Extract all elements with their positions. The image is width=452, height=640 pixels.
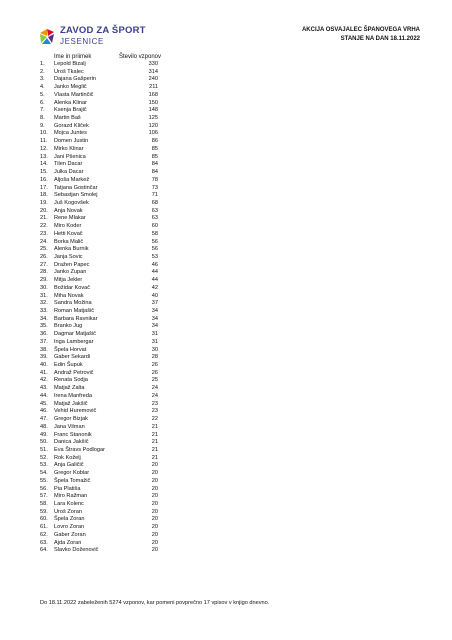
row-name: Domen Justin xyxy=(54,138,89,145)
row-name: Aljoša Markež xyxy=(54,176,90,183)
row-name: Gorazd Kliček xyxy=(54,122,89,129)
list-item xyxy=(40,69,160,77)
row-name: Dagmar Matjašič xyxy=(54,331,96,338)
row-rank: 58. xyxy=(40,500,48,507)
row-rank: 40. xyxy=(40,362,48,369)
list-item xyxy=(40,269,160,277)
row-name: Božidar Kovač xyxy=(54,284,91,291)
row-count: 26 xyxy=(151,362,158,369)
row-count: 23 xyxy=(151,400,158,407)
row-count: 42 xyxy=(151,284,158,291)
row-count: 211 xyxy=(149,84,158,91)
row-rank: 39. xyxy=(40,354,48,361)
row-rank: 50. xyxy=(40,439,48,446)
row-name: Ksenja Brajič xyxy=(54,107,87,114)
row-rank: 26. xyxy=(40,253,48,260)
row-count: 125 xyxy=(148,115,158,122)
row-rank: 33. xyxy=(40,308,48,314)
list-item xyxy=(40,424,160,432)
row-rank: 32. xyxy=(40,300,48,307)
row-count: 85 xyxy=(151,145,158,152)
row-count: 21 xyxy=(151,454,158,461)
row-name: Špela Horvat xyxy=(54,346,87,353)
row-rank: 36. xyxy=(40,331,48,338)
list-item xyxy=(40,146,160,154)
row-count: 53 xyxy=(151,253,158,260)
list-item xyxy=(40,455,160,463)
logo-subtitle: JESENICE xyxy=(60,37,104,46)
row-rank: 54. xyxy=(40,470,48,477)
row-name: Miro Koder xyxy=(54,223,82,230)
row-count: 22 xyxy=(151,416,158,423)
row-count: 25 xyxy=(151,377,158,384)
row-name: Uroš Zoran xyxy=(54,508,82,515)
list-item xyxy=(40,370,160,378)
row-count: 20 xyxy=(151,547,158,554)
row-rank: 43. xyxy=(40,385,48,392)
row-rank: 10. xyxy=(40,130,48,137)
row-rank: 9. xyxy=(40,122,45,129)
row-name: Vlasta Martinčič xyxy=(54,91,94,98)
row-rank: 41. xyxy=(40,369,48,376)
list-item xyxy=(40,115,160,123)
row-name: Matjaž Jakšič xyxy=(54,400,88,407)
row-name: Borka Malič xyxy=(54,238,84,245)
row-count: 20 xyxy=(151,485,158,492)
list-item xyxy=(40,354,160,362)
row-count: 31 xyxy=(151,338,158,345)
row-name: Miha Novak xyxy=(54,292,84,299)
row-rank: 37. xyxy=(40,338,48,345)
row-name: Hetti Kovač xyxy=(54,230,83,237)
row-rank: 52. xyxy=(40,454,48,461)
list-item xyxy=(40,401,160,409)
row-count: 20 xyxy=(151,508,158,515)
row-name: Roman Matjašič xyxy=(54,308,95,314)
row-name: Lovro Zoran xyxy=(54,524,85,531)
list-item xyxy=(40,262,160,270)
row-rank: 17. xyxy=(40,184,48,191)
row-name: Martin Baš xyxy=(54,115,81,122)
list-item xyxy=(40,516,160,524)
row-count: 34 xyxy=(151,315,158,322)
list-item xyxy=(40,76,160,84)
row-name: Gregor Koblar xyxy=(54,470,90,477)
list-item xyxy=(40,154,160,162)
row-name: Tilen Dacar xyxy=(54,161,83,168)
row-count: 24 xyxy=(151,392,158,399)
list-item xyxy=(40,524,160,532)
row-rank: 8. xyxy=(40,115,45,122)
row-count: 37 xyxy=(151,300,158,307)
list-item xyxy=(40,107,160,115)
row-name: Rok Koželj xyxy=(54,454,81,461)
row-name: Sebastjan Smolej xyxy=(54,192,98,199)
list-item xyxy=(40,223,160,231)
row-count: 20 xyxy=(151,462,158,469)
list-item xyxy=(40,501,160,509)
list-item xyxy=(40,416,160,424)
column-header-name: Ime in priimek xyxy=(54,54,92,60)
column-header-count: Število vzponov xyxy=(119,54,162,60)
row-rank: 13. xyxy=(40,153,48,160)
document-title: AKCIJA OSVAJALEC ŠPANOVEGA VRHA xyxy=(301,27,420,33)
list-item xyxy=(40,385,160,393)
list-item xyxy=(40,470,160,478)
row-name: Sandra Možina xyxy=(54,300,92,307)
row-rank: 61. xyxy=(40,524,48,531)
row-count: 20 xyxy=(151,516,158,523)
list-item xyxy=(40,215,160,223)
row-count: 46 xyxy=(151,261,158,268)
list-item xyxy=(40,138,160,146)
row-rank: 5. xyxy=(40,91,45,98)
list-item xyxy=(40,130,160,138)
row-name: Anja Novak xyxy=(54,207,83,214)
row-name: Uroš Tkalec xyxy=(54,68,84,75)
list-item xyxy=(40,331,160,339)
row-count: 58 xyxy=(151,230,158,237)
row-count: 120 xyxy=(148,122,158,129)
list-item xyxy=(40,316,160,324)
list-item xyxy=(40,254,160,262)
row-rank: 19. xyxy=(40,199,48,206)
row-name: Matjaž Zalta xyxy=(54,385,85,392)
row-count: 60 xyxy=(151,223,158,230)
row-count: 86 xyxy=(151,138,158,145)
row-name: Barbara Ravnikar xyxy=(54,315,98,322)
row-rank: 22. xyxy=(40,223,48,230)
list-item xyxy=(40,447,160,455)
row-count: 84 xyxy=(151,161,158,168)
row-count: 85 xyxy=(151,153,158,160)
row-rank: 23. xyxy=(40,230,48,237)
list-item xyxy=(40,393,160,401)
list-item xyxy=(40,362,160,370)
row-count: 21 xyxy=(151,439,158,446)
list-item xyxy=(40,208,160,216)
row-count: 21 xyxy=(151,446,158,453)
row-rank: 34. xyxy=(40,315,48,322)
list-item xyxy=(40,92,160,100)
row-rank: 1. xyxy=(40,61,45,67)
list-item xyxy=(40,339,160,347)
document-header xyxy=(302,26,420,43)
row-name: Tatjana Gostinčar xyxy=(54,184,98,191)
row-name: Alenka Burnik xyxy=(54,246,89,253)
row-count: 84 xyxy=(151,169,158,176)
row-rank: 2. xyxy=(40,68,45,75)
row-name: Janja Sovic xyxy=(54,253,83,260)
row-rank: 47. xyxy=(40,416,48,423)
row-count: 30 xyxy=(151,346,158,353)
row-name: Mojca Juntes xyxy=(54,130,87,137)
row-count: 34 xyxy=(151,308,158,314)
row-name: Mirko Klinar xyxy=(54,145,84,152)
ranking-list xyxy=(40,61,160,555)
row-rank: 6. xyxy=(40,99,45,106)
list-item xyxy=(40,285,160,293)
row-rank: 46. xyxy=(40,408,48,415)
row-name: Renata Sodja xyxy=(54,377,88,384)
row-name: Jana Vilman xyxy=(54,423,85,430)
row-name: Danica Jakšič xyxy=(54,439,89,446)
row-count: 20 xyxy=(151,524,158,531)
row-count: 20 xyxy=(151,539,158,546)
row-rank: 48. xyxy=(40,423,48,430)
row-rank: 14. xyxy=(40,161,48,168)
row-count: 20 xyxy=(151,500,158,507)
list-item xyxy=(40,432,160,440)
row-count: 44 xyxy=(151,277,158,284)
row-name: Pia Platiša xyxy=(54,485,81,492)
row-rank: 59. xyxy=(40,508,48,515)
row-name: Janko Meglič xyxy=(54,84,87,91)
row-count: 148 xyxy=(148,107,158,114)
row-name: Branko Jug xyxy=(54,323,83,330)
row-name: Jani Pšenica xyxy=(54,153,86,160)
list-item xyxy=(40,239,160,247)
row-count: 56 xyxy=(151,246,158,253)
row-name: Irena Manfreda xyxy=(54,392,92,399)
row-name: Špela Zoran xyxy=(54,516,85,523)
row-count: 26 xyxy=(151,369,158,376)
list-item xyxy=(40,61,160,69)
organization-logo xyxy=(38,26,168,50)
list-item xyxy=(40,493,160,501)
list-item xyxy=(40,192,160,200)
row-rank: 53. xyxy=(40,462,48,469)
row-rank: 16. xyxy=(40,176,48,183)
list-item xyxy=(40,100,160,108)
list-item xyxy=(40,540,160,548)
row-name: Janko Zupan xyxy=(54,269,87,276)
summary-footer: Do 18.11.2022 zabeleženih 5274 vzponov, kar pomeni povprečno 17 vpisov v knjigo dnevno. xyxy=(40,600,270,606)
row-count: 106 xyxy=(148,130,158,137)
list-item xyxy=(40,300,160,308)
list-item xyxy=(40,177,160,185)
row-name: Slavko Doženovič xyxy=(54,547,99,554)
row-count: 68 xyxy=(151,199,158,206)
row-rank: 28. xyxy=(40,269,48,276)
row-rank: 42. xyxy=(40,377,48,384)
row-name: Gregor Bizjak xyxy=(54,416,88,423)
row-count: 73 xyxy=(151,184,158,191)
row-count: 20 xyxy=(151,531,158,538)
row-rank: 21. xyxy=(40,215,48,222)
row-count: 168 xyxy=(148,91,158,98)
list-item xyxy=(40,462,160,470)
row-rank: 27. xyxy=(40,261,48,268)
row-name: Lara Kolenc xyxy=(54,500,84,507)
row-rank: 20. xyxy=(40,207,48,214)
row-name: Gaber Zoran xyxy=(54,531,86,538)
row-name: Špela Tomažič xyxy=(54,477,91,484)
row-count: 44 xyxy=(151,269,158,276)
row-rank: 62. xyxy=(40,531,48,538)
list-item xyxy=(40,231,160,239)
row-count: 56 xyxy=(151,238,158,245)
row-count: 330 xyxy=(148,61,158,67)
list-item xyxy=(40,123,160,131)
row-rank: 44. xyxy=(40,392,48,399)
row-rank: 63. xyxy=(40,539,48,546)
list-item xyxy=(40,486,160,494)
row-rank: 4. xyxy=(40,84,45,91)
row-count: 23 xyxy=(151,408,158,415)
row-count: 21 xyxy=(151,423,158,430)
row-rank: 49. xyxy=(40,431,48,438)
row-rank: 29. xyxy=(40,277,48,284)
row-count: 31 xyxy=(151,331,158,338)
row-rank: 38. xyxy=(40,346,48,353)
row-rank: 56. xyxy=(40,485,48,492)
row-name: Alenka Klinar xyxy=(54,99,87,106)
list-item xyxy=(40,200,160,208)
row-rank: 18. xyxy=(40,192,48,199)
row-name: Mitja Jekler xyxy=(54,277,83,284)
list-item xyxy=(40,169,160,177)
row-count: 21 xyxy=(151,431,158,438)
row-rank: 51. xyxy=(40,446,48,453)
row-rank: 3. xyxy=(40,76,45,83)
row-count: 20 xyxy=(151,493,158,500)
logo-title: ZAVOD ZA ŠPORT xyxy=(60,25,146,36)
row-name: Rene Mlakar xyxy=(54,215,86,222)
list-item xyxy=(40,532,160,540)
row-count: 28 xyxy=(151,354,158,361)
row-name: Anja Galičič xyxy=(54,462,84,469)
row-rank: 12. xyxy=(40,145,48,152)
row-count: 34 xyxy=(151,323,158,330)
row-rank: 45. xyxy=(40,400,48,407)
row-rank: 55. xyxy=(40,477,48,484)
row-name: Eva Štravs Podlogar xyxy=(54,446,105,453)
row-count: 40 xyxy=(151,292,158,299)
row-rank: 57. xyxy=(40,493,48,500)
list-item xyxy=(40,377,160,385)
list-item xyxy=(40,347,160,355)
row-count: 63 xyxy=(151,215,158,222)
row-rank: 11. xyxy=(40,138,48,145)
row-name: Miro Ražman xyxy=(54,493,88,500)
row-rank: 24. xyxy=(40,238,48,245)
row-rank: 15. xyxy=(40,169,48,176)
document-date: STANJE NA DAN 18.11.2022 xyxy=(340,35,420,42)
row-name: Juš Kogovšek xyxy=(54,199,89,206)
row-rank: 25. xyxy=(40,246,48,253)
list-item xyxy=(40,84,160,92)
row-count: 78 xyxy=(151,176,158,183)
list-item xyxy=(40,185,160,193)
row-name: Andraž Petrovič xyxy=(54,369,94,376)
row-count: 20 xyxy=(151,470,158,477)
row-rank: 7. xyxy=(40,107,45,114)
row-count: 314 xyxy=(148,68,158,75)
list-item xyxy=(40,161,160,169)
list-item xyxy=(40,439,160,447)
row-name: Julka Dacar xyxy=(54,169,84,176)
list-item xyxy=(40,478,160,486)
row-count: 150 xyxy=(148,99,158,106)
list-item xyxy=(40,277,160,285)
list-item xyxy=(40,246,160,254)
row-rank: 35. xyxy=(40,323,48,330)
row-count: 71 xyxy=(151,192,158,199)
logo-mark-icon xyxy=(38,27,56,47)
list-item xyxy=(40,308,160,316)
row-name: Franc Stanonik xyxy=(54,431,92,438)
row-rank: 64. xyxy=(40,547,48,554)
row-rank: 60. xyxy=(40,516,48,523)
list-item xyxy=(40,408,160,416)
list-item xyxy=(40,547,160,555)
row-name: Edin Šupuk xyxy=(54,362,83,369)
row-name: Vehid Huremovič xyxy=(54,408,97,415)
row-rank: 30. xyxy=(40,284,48,291)
row-name: Dajana Gašperin xyxy=(54,76,96,83)
row-name: Ajda Zoran xyxy=(54,539,82,546)
list-item xyxy=(40,293,160,301)
row-name: Lepold Bizalj xyxy=(54,61,86,67)
list-item xyxy=(40,323,160,331)
row-rank: 31. xyxy=(40,292,48,299)
row-count: 24 xyxy=(151,385,158,392)
row-name: Gaber Sekardi xyxy=(54,354,91,361)
row-count: 63 xyxy=(151,207,158,214)
row-count: 240 xyxy=(148,76,158,83)
row-name: Dražen Papec xyxy=(54,261,90,268)
row-count: 20 xyxy=(151,477,158,484)
row-name: Inga Lambergar xyxy=(54,338,94,345)
